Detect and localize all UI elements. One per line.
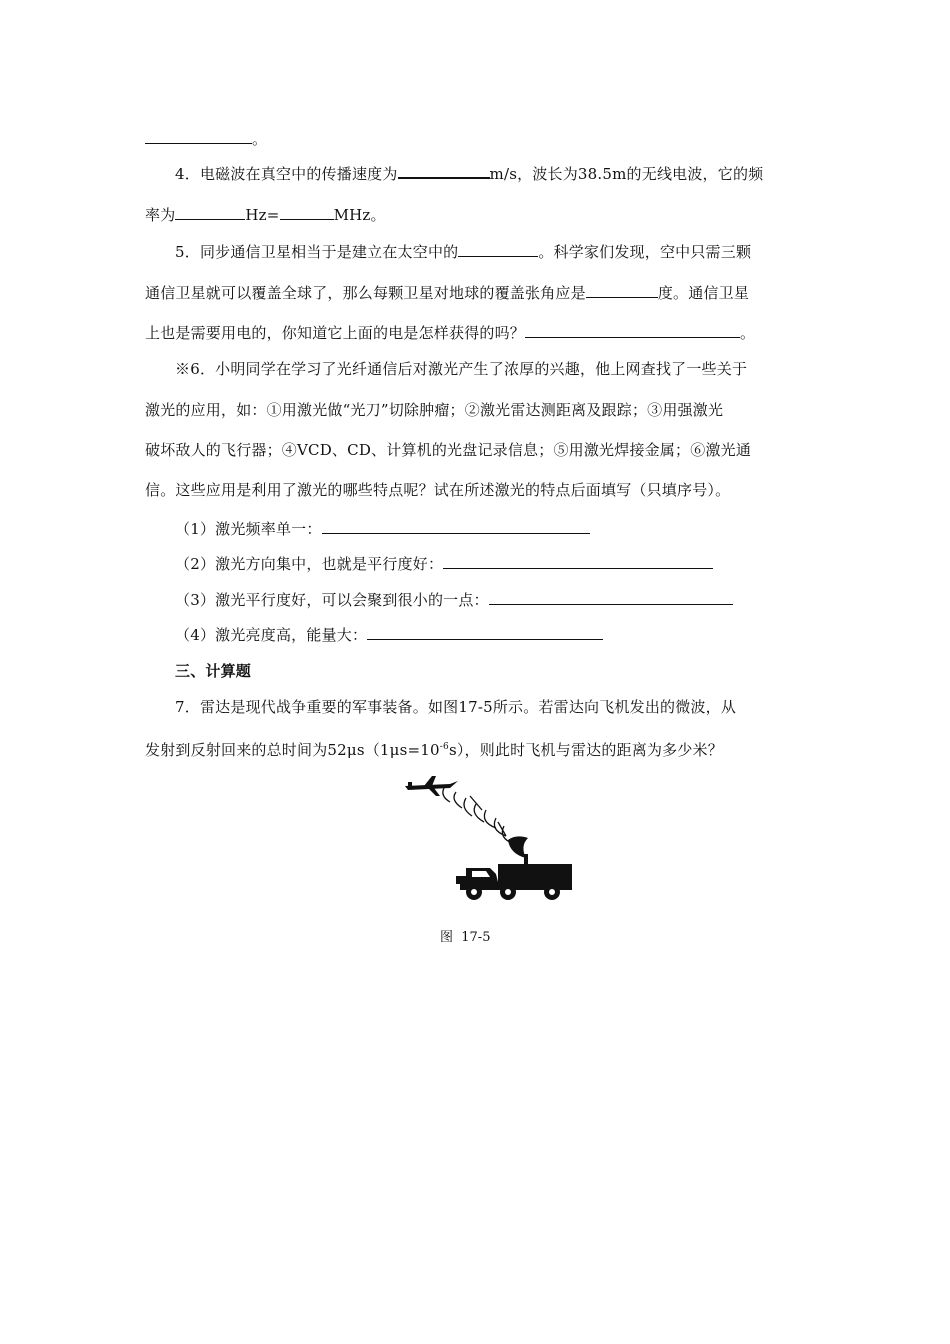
q6-line-4: 信。这些应用是利用了激光的哪些特点呢？试在所述激光的特点后面填写（只填序号）。 <box>145 481 731 499</box>
q4-text-3: 率为 <box>145 206 176 224</box>
q6-sub-4-text: （4）激光亮度高，能量大： <box>175 626 368 644</box>
q5-text-6: 。 <box>740 324 756 342</box>
wave-arcs <box>443 788 514 844</box>
q4-text-4: Hz= <box>245 206 280 224</box>
q4-line-2 <box>145 204 810 226</box>
answer-blank[interactable] <box>280 205 334 220</box>
q5-text-5: 上也是需要用电的，你知道它上面的电是怎样获得的吗？ <box>145 324 526 342</box>
truck-icon <box>456 864 572 900</box>
q6-sub-1-text: （1）激光频率单一： <box>175 520 322 538</box>
answer-blank[interactable] <box>489 590 733 605</box>
q7-exponent: -6 <box>439 742 449 752</box>
figure-caption: 图 17-5 <box>440 930 491 945</box>
section-heading: 三、计算题 <box>175 662 252 680</box>
q6-line-1: ※6．小明同学在学习了光纤通信后对激光产生了浓厚的兴趣，他上网查找了一些关于 <box>175 360 748 378</box>
q3-end-text: 。 <box>252 130 268 148</box>
q6-sub-4 <box>175 624 840 646</box>
q5-line-2 <box>145 282 810 304</box>
q5-text-1: 5．同步通信卫星相当于是建立在太空中的 <box>175 243 459 261</box>
q6-sub-1 <box>175 518 840 540</box>
q5-text-2: 。科学家们发现，空中只需三颗 <box>538 243 752 261</box>
q4-text-2: m/s，波长为38.5m的无线电波，它的频 <box>489 165 764 183</box>
answer-blank[interactable] <box>322 519 590 534</box>
q5-line-3 <box>145 322 810 344</box>
answer-blank[interactable] <box>175 205 245 220</box>
answer-blank[interactable] <box>525 323 740 338</box>
answer-blank[interactable] <box>586 283 658 298</box>
answer-blank[interactable] <box>443 554 713 569</box>
q7-text-a: 发射到反射回来的总时间为52μs（1μs=10 <box>145 741 440 759</box>
q4-text-1: 4．电磁波在真空中的传播速度为 <box>175 165 398 183</box>
radar-figure <box>400 770 580 905</box>
q6-sub-3-text: （3）激光平行度好，可以会聚到很小的一点： <box>175 591 489 609</box>
q5-text-4: 度。通信卫星 <box>657 284 750 302</box>
answer-blank[interactable] <box>145 129 252 144</box>
q7-line-2 <box>145 739 810 761</box>
q5-line-1 <box>175 241 840 263</box>
q4-text-5: MHz。 <box>333 206 386 224</box>
q7-text-b: s），则此时飞机与雷达的距离为多少米？ <box>448 741 723 759</box>
q6-line-3: 破坏敌人的飞行器；④VCD、CD、计算机的光盘记录信息；⑤用激光焊接金属；⑥激光通 <box>145 441 752 459</box>
airplane-icon <box>405 776 458 796</box>
q7-line-1: 7．雷达是现代战争重要的军事装备。如图17-5所示。若雷达向飞机发出的微波，从 <box>175 698 737 716</box>
answer-blank[interactable] <box>398 163 490 179</box>
q5-text-3: 通信卫星就可以覆盖全球了，那么每颗卫星对地球的覆盖张角应是 <box>145 284 586 302</box>
q6-line-2: 激光的应用，如：①用激光做“光刀”切除肿瘤；②激光雷达测距离及跟踪；③用强激光 <box>145 401 724 419</box>
q4-line-1 <box>175 163 840 185</box>
q3-answer-line <box>145 128 810 150</box>
q6-sub-3 <box>175 589 840 611</box>
q6-sub-2-text: （2）激光方向集中，也就是平行度好： <box>175 555 444 573</box>
answer-blank[interactable] <box>458 242 538 257</box>
radar-dish-icon <box>508 836 528 864</box>
answer-blank[interactable] <box>367 625 603 640</box>
q6-sub-2 <box>175 553 840 575</box>
